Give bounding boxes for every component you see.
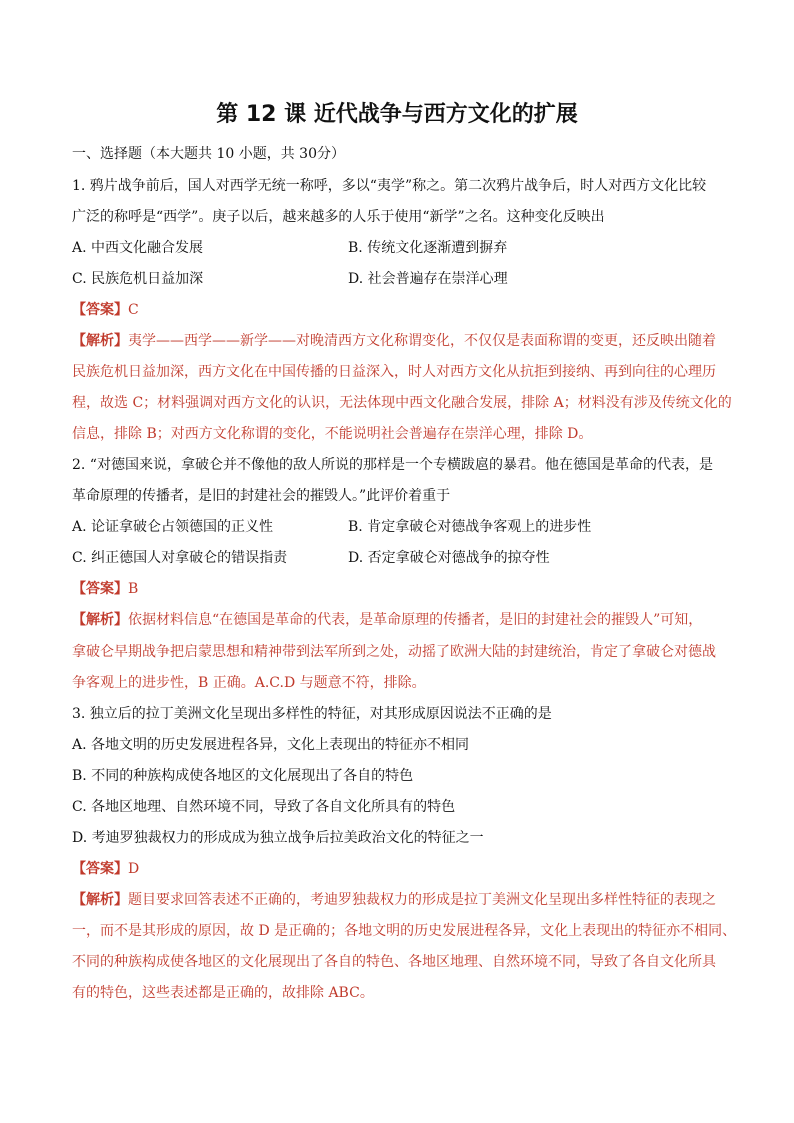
q2-analysis-line-1: 【解析】依据材料信息“在德国是革命的代表，是革命原理的传播者，是旧的封建社会的摧毁人”可知， <box>72 612 703 628</box>
q2-option-d: D. 否定拿破仑对德战争的掠夺性 <box>348 550 550 566</box>
q1-answer <box>72 300 732 320</box>
q2-option-a: A. 论证拿破仑占领德国的正义性 <box>72 519 274 535</box>
analysis-tag: 【解析】 <box>72 892 128 908</box>
q3-answer-value: D <box>128 861 140 877</box>
q1-option-d: D. 社会普遍存在崇洋心理 <box>348 271 508 287</box>
q3-option-a: A. 各地文明的历史发展进程各异，文化上表现出的特征亦不相同 <box>72 737 470 753</box>
q2-analysis-line-3: 争客观上的进步性，B 正确。A.C.D 与题意不符，排除。 <box>72 675 426 691</box>
q2-stem-line-1: 2. “对德国来说，拿破仑并不像他的敌人所说的那样是一个专横跋扈的暴君。他在德国是革命的代表，是 <box>72 457 713 473</box>
answer-tag: 【答案】 <box>72 581 128 597</box>
q3-stem-line-1: 3. 独立后的拉丁美洲文化呈现出多样性的特征，对其形成原因说法不正确的是 <box>72 706 552 722</box>
q2-analysis-line-2: 拿破仑早期战争把启蒙思想和精神带到法军所到之处，动摇了欧洲大陆的封建统治，肯定了拿破仑对德战 <box>72 644 716 660</box>
q3-option-b: B. 不同的种族构成使各地区的文化展现出了各自的特色 <box>72 768 414 784</box>
q3-option-c: C. 各地区地理、自然环境不同，导致了各自文化所具有的特色 <box>72 799 456 815</box>
section-heading: 一、选择题（本大题共 10 小题，共 30分） <box>72 146 345 162</box>
q1-answer-value: C <box>128 302 139 318</box>
q1-option-a: A. 中西文化融合发展 <box>72 240 204 256</box>
q1-stem-line-1: 1. 鸦片战争前后，国人对西学无统一称呼，多以“夷学”称之。第二次鸦片战争后，时人对西方文化比较 <box>72 178 707 194</box>
q3-analysis-line-4: 有的特色，这些表述都是正确的，故排除 ABC。 <box>72 985 374 1001</box>
q1-analysis-line-1: 【解析】夷学——西学——新学——对晚清西方文化称谓变化，不仅仅是表面称谓的变更，还反映出随着 <box>72 333 716 349</box>
q2-option-c: C. 纠正德国人对拿破仑的错误指责 <box>72 550 288 566</box>
q3-analysis-line-1: 【解析】题目要求回答表述不正确的，考迪罗独裁权力的形成是拉丁美洲文化呈现出多样性特征的表现之 <box>72 892 716 908</box>
q1-option-b: B. 传统文化逐渐遭到摒弃 <box>348 240 508 256</box>
answer-tag: 【答案】 <box>72 302 128 318</box>
q1-stem-line-2: 广泛的称呼是“西学”。庚子以后，越来越多的人乐于使用“新学”之名。这种变化反映出 <box>72 209 605 225</box>
q2-option-b: B. 肯定拿破仑对德战争客观上的进步性 <box>348 519 592 535</box>
q3-answer <box>72 859 732 879</box>
q1-analysis-line-3: 程，故选 C；材料强调对西方文化的认识，无法体现中西文化融合发展，排除 A；材料没有涉及传统文化的 <box>72 395 732 411</box>
q1-analysis-line-2: 民族危机日益加深，西方文化在中国传播的日益深入，时人对西方文化从抗拒到接纳、再到向往的心理历 <box>72 364 716 380</box>
q3-analysis-line-2: 一，而不是其形成的原因，故 D 是正确的；各地文明的历史发展进程各异，文化上表现出的特征亦不相同、 <box>72 923 737 939</box>
analysis-tag: 【解析】 <box>72 612 128 628</box>
q3-option-d: D. 考迪罗独裁权力的形成成为独立战争后拉美政治文化的特征之一 <box>72 830 484 846</box>
page-title: 第 12 课 近代战争与西方文化的扩展 <box>216 102 578 127</box>
q3-analysis-line-3: 不同的种族构成使各地区的文化展现出了各自的特色、各地区地理、自然环境不同，导致了各自文化所具 <box>72 954 716 970</box>
q1-analysis-line-4: 信息，排除 B；对西方文化称谓的变化，不能说明社会普遍存在崇洋心理，排除 D。 <box>72 426 593 442</box>
answer-tag: 【答案】 <box>72 861 128 877</box>
q2-stem-line-2: 革命原理的传播者，是旧的封建社会的摧毁人。”此评价着重于 <box>72 488 451 504</box>
q2-answer <box>72 579 732 599</box>
analysis-tag: 【解析】 <box>72 333 128 349</box>
q2-answer-value: B <box>128 581 139 597</box>
q1-option-c: C. 民族危机日益加深 <box>72 271 204 287</box>
